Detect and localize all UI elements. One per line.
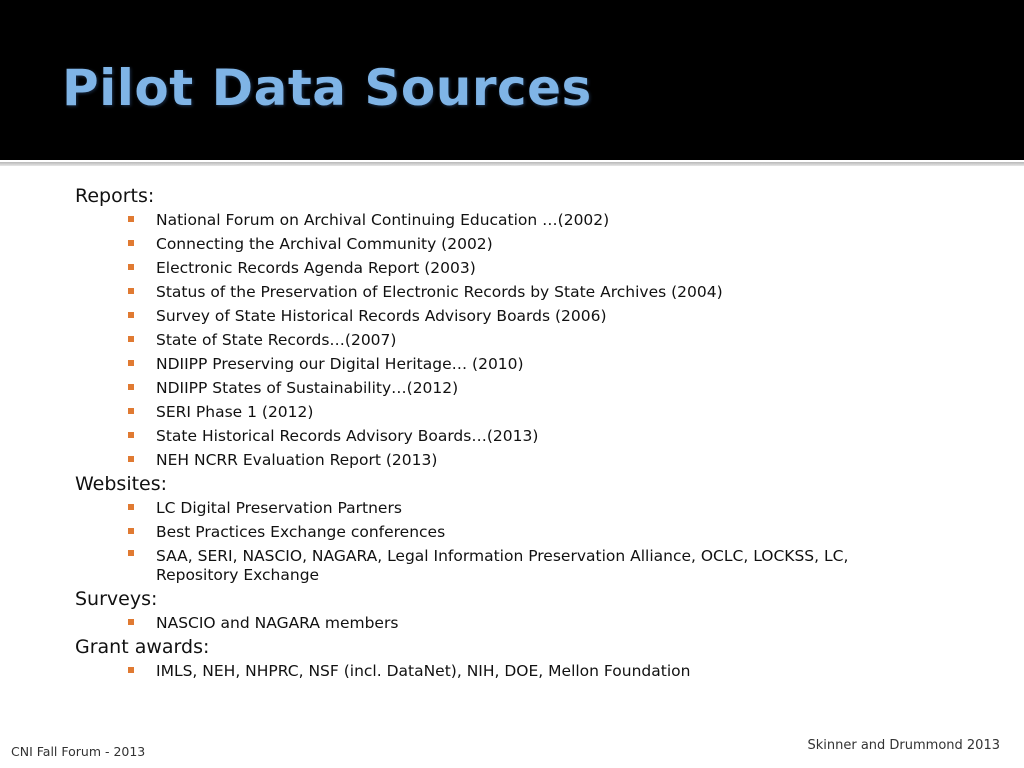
- square-bullet-icon: [128, 384, 134, 390]
- list-item-text: NDIIPP States of Sustainability…(2012): [156, 379, 459, 397]
- slide-title: Pilot Data Sources: [62, 59, 592, 117]
- list-item-text: NEH NCRR Evaluation Report (2013): [156, 451, 438, 469]
- square-bullet-icon: [128, 504, 134, 510]
- section-heading: Websites:: [75, 473, 168, 495]
- list-item: [156, 280, 955, 304]
- square-bullet-icon: [128, 312, 134, 318]
- slide-content: [75, 184, 955, 683]
- square-bullet-icon: [128, 667, 134, 673]
- list-item-text: SAA, SERI, NASCIO, NAGARA, Legal Information Preservation Alliance, OCLC, LOCKSS, LC, Repository Exchange: [156, 547, 849, 584]
- square-bullet-icon: [128, 240, 134, 246]
- list-item: [156, 448, 955, 472]
- list-item: [156, 496, 955, 520]
- list-item: [156, 304, 955, 328]
- section-heading: Reports:: [75, 185, 155, 207]
- section-grant-awards: [75, 635, 955, 683]
- section-surveys: [75, 587, 955, 635]
- square-bullet-icon: [128, 528, 134, 534]
- list-item: [156, 208, 955, 232]
- square-bullet-icon: [128, 288, 134, 294]
- list-item: [156, 659, 955, 683]
- square-bullet-icon: [128, 432, 134, 438]
- list-item-text: Survey of State Historical Records Advisory Boards (2006): [156, 307, 607, 325]
- bullet-list: [75, 496, 955, 587]
- list-item-text: Best Practices Exchange conferences: [156, 523, 446, 541]
- footer-authors: Skinner and Drummond 2013: [807, 738, 1000, 753]
- list-item-text: State Historical Records Advisory Boards…(2013): [156, 427, 539, 445]
- footer-event: CNI Fall Forum - 2013: [11, 744, 146, 759]
- list-item: [156, 376, 955, 400]
- list-item-text: Status of the Preservation of Electronic Records by State Archives (2004): [156, 283, 723, 301]
- bullet-list: [75, 659, 955, 683]
- section-websites: [75, 472, 955, 587]
- list-item-text: NDIIPP Preserving our Digital Heritage… (2010): [156, 355, 524, 373]
- list-item-text: SERI Phase 1 (2012): [156, 403, 314, 421]
- list-item: [156, 611, 955, 635]
- square-bullet-icon: [128, 550, 134, 556]
- list-item-text: Connecting the Archival Community (2002): [156, 235, 493, 253]
- list-item-text: IMLS, NEH, NHPRC, NSF (incl. DataNet), NIH, DOE, Mellon Foundation: [156, 662, 691, 680]
- list-item: [156, 232, 955, 256]
- list-item: [156, 352, 955, 376]
- square-bullet-icon: [128, 336, 134, 342]
- list-item-text: State of State Records…(2007): [156, 331, 397, 349]
- list-item-text: NASCIO and NAGARA members: [156, 614, 399, 632]
- title-divider: [0, 160, 1024, 166]
- title-bar: [0, 0, 1024, 160]
- square-bullet-icon: [128, 456, 134, 462]
- bullet-list: [75, 208, 955, 472]
- section-heading: Surveys:: [75, 588, 158, 610]
- list-item: [156, 424, 955, 448]
- square-bullet-icon: [128, 360, 134, 366]
- list-item: [156, 328, 955, 352]
- list-item: [156, 400, 955, 424]
- square-bullet-icon: [128, 216, 134, 222]
- square-bullet-icon: [128, 619, 134, 625]
- square-bullet-icon: [128, 408, 134, 414]
- list-item-text: Electronic Records Agenda Report (2003): [156, 259, 476, 277]
- list-item-text: LC Digital Preservation Partners: [156, 499, 402, 517]
- list-item: [156, 256, 955, 280]
- bullet-list: [75, 611, 955, 635]
- list-item-text: National Forum on Archival Continuing Education …(2002): [156, 211, 610, 229]
- section-reports: [75, 184, 955, 472]
- section-heading: Grant awards:: [75, 636, 210, 658]
- list-item: [156, 520, 955, 544]
- list-item: [156, 544, 926, 587]
- square-bullet-icon: [128, 264, 134, 270]
